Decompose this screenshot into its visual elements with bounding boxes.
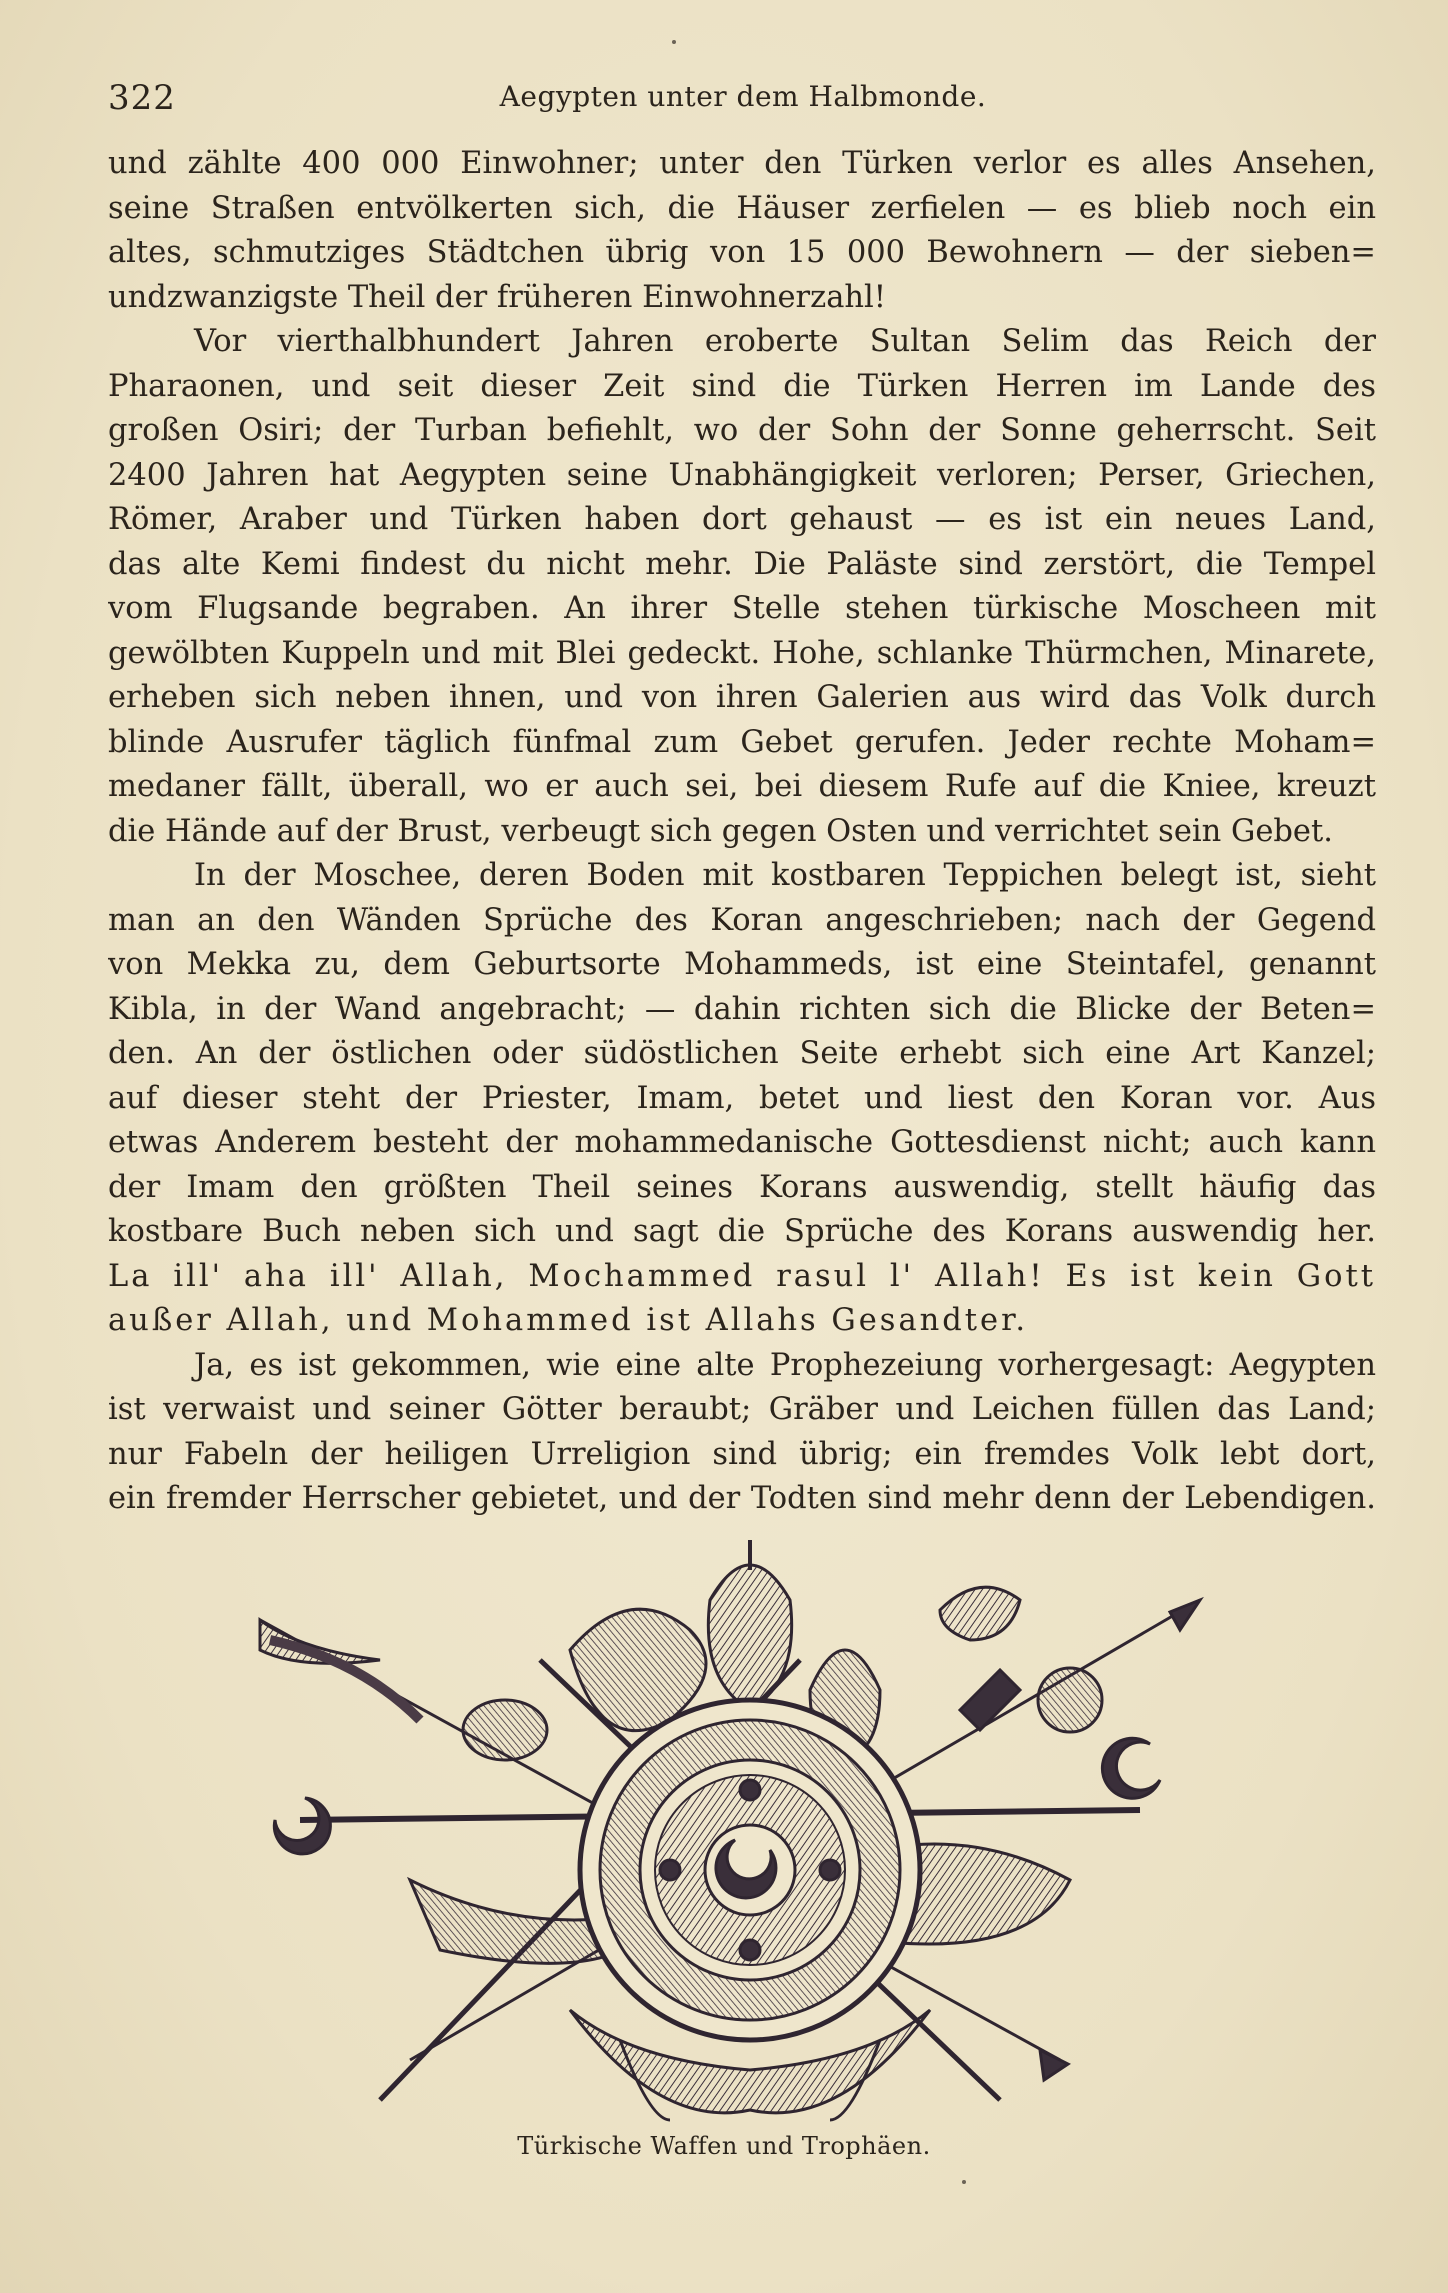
print-speck [962,2180,966,2184]
axe-icon [960,1670,1020,1730]
text-line: gewölbten Kuppeln und mit Blei gedeckt. Hohe, schlanke Thürmchen, Minarete, [108,635,1376,671]
crescent-icon [1102,1738,1160,1798]
text-line: etwas Anderem besteht der mohammedanische Gottesdienst nicht; auch kann [108,1125,1376,1160]
text-line: großen Osiri; der Turban befiehlt, wo der Sohn der Sonne geherrscht. Seit [108,413,1376,448]
paragraph-1 [108,142,1376,320]
ornament-icon [940,1587,1020,1640]
text-line: erheben sich neben ihnen, und von ihren Galerien aus wird das Volk durch [108,680,1376,715]
text-line: undzwanzigste Theil der früheren Einwohnerzahl! [108,279,887,315]
helmet-icon [708,1565,791,1710]
text-line: vom Flugsande begraben. An ihrer Stelle stehen türkische Moscheen mit [108,591,1376,626]
text-line: der Imam den größten Theil seines Korans auswendig, stellt häufig das [108,1169,1376,1205]
running-head: Aegypten unter dem Halbmonde. [499,80,987,113]
text-line: Kibla, in der Wand angebracht; — dahin richten sich die Blicke der Beten= [108,991,1376,1027]
text-line: kostbare Buch neben sich und sagt die Sprüche des Korans auswendig her. [108,1214,1376,1249]
text-line: das alte Kemi findest du nicht mehr. Die Paläste sind zerstört, die Tempel [108,546,1376,582]
figure-caption: Türkische Waffen und Trophäen. [517,2132,931,2160]
text-line: ein fremder Herrscher gebietet, und der Todten sind mehr denn der Lebendigen. [108,1481,1376,1516]
mace-icon [463,1700,547,1760]
lance-head-icon [1040,2050,1068,2080]
text-line: Römer, Araber und Türken haben dort gehaust — es ist ein neues Land, [108,502,1376,537]
text-line: Ja, es ist gekommen, wie eine alte Prophezeiung vorhergesagt: Aegypten [194,1347,1376,1383]
paragraph-2 [108,320,1376,854]
text-line: auf dieser steht der Priester, Imam, betet und liest den Koran vor. Aus [108,1080,1376,1116]
text-line: seine Straßen entvölkerten sich, die Häuser zerfielen — es blieb noch ein [108,190,1376,226]
text-line: und zählte 400 000 Einwohner; unter den Türken verlor es alles Ansehen, [108,146,1376,181]
paragraph-3 [108,854,1376,1344]
paragraph-4 [108,1344,1376,1522]
text-line: La ill' aha ill' Allah, Mochammed rasul l' Allah! Es ist kein Gott [108,1258,1376,1294]
crescent-icon [274,1798,330,1854]
text-line: medaner fällt, überall, wo er auch sei, bei diesem Rufe auf die Kniee, kreuzt [108,769,1376,804]
text-line: Pharaonen, und seit dieser Zeit sind die Türken Herren im Lande des [108,368,1376,404]
text-line: In der Moschee, deren Boden mit kostbaren Teppichen belegt ist, sieht [194,858,1376,893]
text-line: Vor vierthalbhundert Jahren eroberte Sultan Selim das Reich der [194,324,1376,359]
body-text [108,142,1376,1522]
lance-head-icon [1170,1600,1200,1630]
text-line: man an den Wänden Sprüche des Koran angeschrieben; nach der Gegend [108,902,1376,938]
text-line: außer Allah, und Mohammed ist Allahs Gesandter. [108,1303,1029,1338]
text-line: die Hände auf der Brust, verbeugt sich gegen Osten und verrichtet sein Gebet. [108,813,1333,849]
text-line: altes, schmutziges Städtchen übrig von 15 000 Bewohnern — der sieben= [108,235,1376,270]
text-line: von Mekka zu, dem Geburtsorte Mohammeds, ist eine Steintafel, genannt [108,947,1376,982]
text-line: nur Fabeln der heiligen Urreligion sind übrig; ein fremdes Volk lebt dort, [108,1436,1376,1472]
page-number: 322 [108,78,176,118]
trophy-engraving [240,1540,1230,2130]
medallion-icon [1038,1668,1102,1732]
print-speck [672,40,676,44]
page-header [108,78,1378,128]
text-line: 2400 Jahren hat Aegypten seine Unabhängigkeit verloren; Perser, Griechen, [108,457,1376,493]
text-line: den. An der östlichen oder südöstlichen Seite erhebt sich eine Art Kanzel; [108,1036,1376,1071]
text-line: ist verwaist und seiner Götter beraubt; Gräber und Leichen füllen das Land; [108,1392,1376,1427]
text-line: blinde Ausrufer täglich fünfmal zum Gebet gerufen. Jeder rechte Moham= [108,724,1376,760]
